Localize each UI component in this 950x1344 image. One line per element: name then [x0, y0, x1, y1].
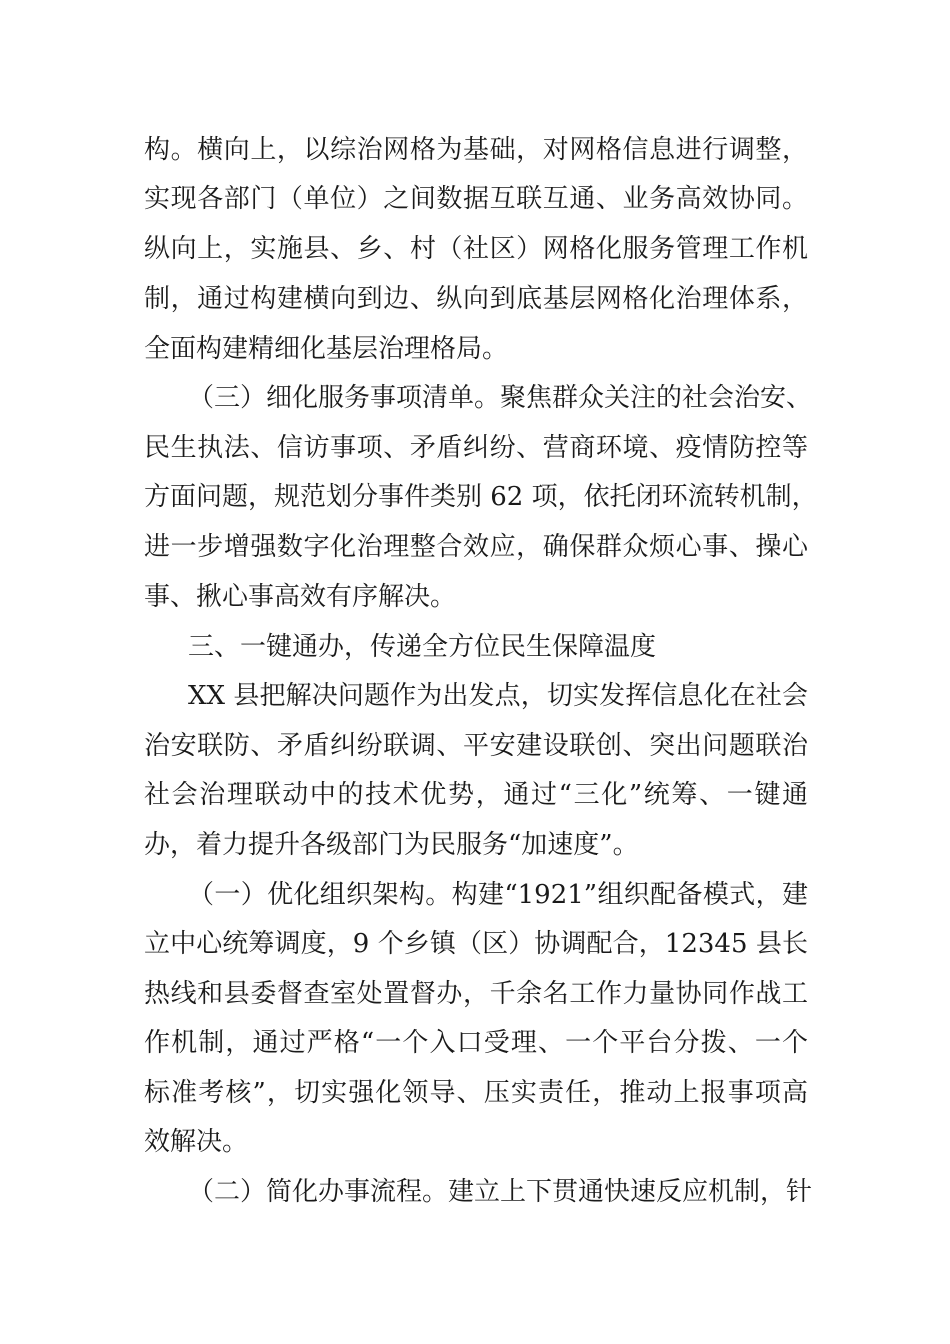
text-line: 构。横向上，以综治网格为基础，对网格信息进行调整，	[144, 135, 808, 165]
text-line: 事、揪心事高效有序解决。	[144, 582, 457, 612]
text-line: 民生执法、信访事项、矛盾纠纷、营商环境、疫情防控等	[144, 433, 808, 463]
section-heading: 三、一键通办，传递全方位民生保障温度	[188, 632, 657, 662]
text-line: XX 县把解决问题作为出发点，切实发挥信息化在社会	[188, 681, 808, 711]
text-line: 制，通过构建横向到边、纵向到底基层网格化治理体系，	[144, 284, 808, 314]
text-line: 治安联防、矛盾纠纷联调、平安建设联创、突出问题联治	[144, 731, 808, 761]
text-line: 纵向上，实施县、乡、村（社区）网格化服务管理工作机	[144, 234, 808, 264]
text-line: 社会治理联动中的技术优势，通过“三化”统筹、一键通	[144, 780, 808, 810]
text-line: 作机制，通过严格“一个入口受理、一个平台分拨、一个	[144, 1028, 808, 1058]
text-line: （三）细化服务事项清单。聚焦群众关注的社会治安、	[188, 383, 813, 413]
text-line: 标准考核”，切实强化领导、压实责任，推动上报事项高	[144, 1078, 808, 1108]
text-line: 进一步增强数字化治理整合效应，确保群众烦心事、操心	[144, 532, 808, 562]
text-line: 办，着力提升各级部门为民服务“加速度”。	[144, 830, 639, 860]
text-line: 全面构建精细化基层治理格局。	[144, 334, 509, 364]
text-line: 方面问题，规范划分事件类别 62 项，依托闭环流转机制，	[144, 482, 818, 512]
text-line: 热线和县委督查室处置督办，千余名工作力量协同作战工	[144, 979, 808, 1009]
text-line: 实现各部门（单位）之间数据互联互通、业务高效协同。	[144, 184, 808, 214]
text-line: （一）优化组织架构。构建“1921”组织配备模式，建	[188, 880, 808, 910]
text-line: 立中心统筹调度，9 个乡镇（区）协调配合，12345 县长	[144, 929, 808, 959]
text-line: （二）简化办事流程。建立上下贯通快速反应机制，针	[188, 1177, 813, 1207]
text-line: 效解决。	[144, 1127, 249, 1157]
